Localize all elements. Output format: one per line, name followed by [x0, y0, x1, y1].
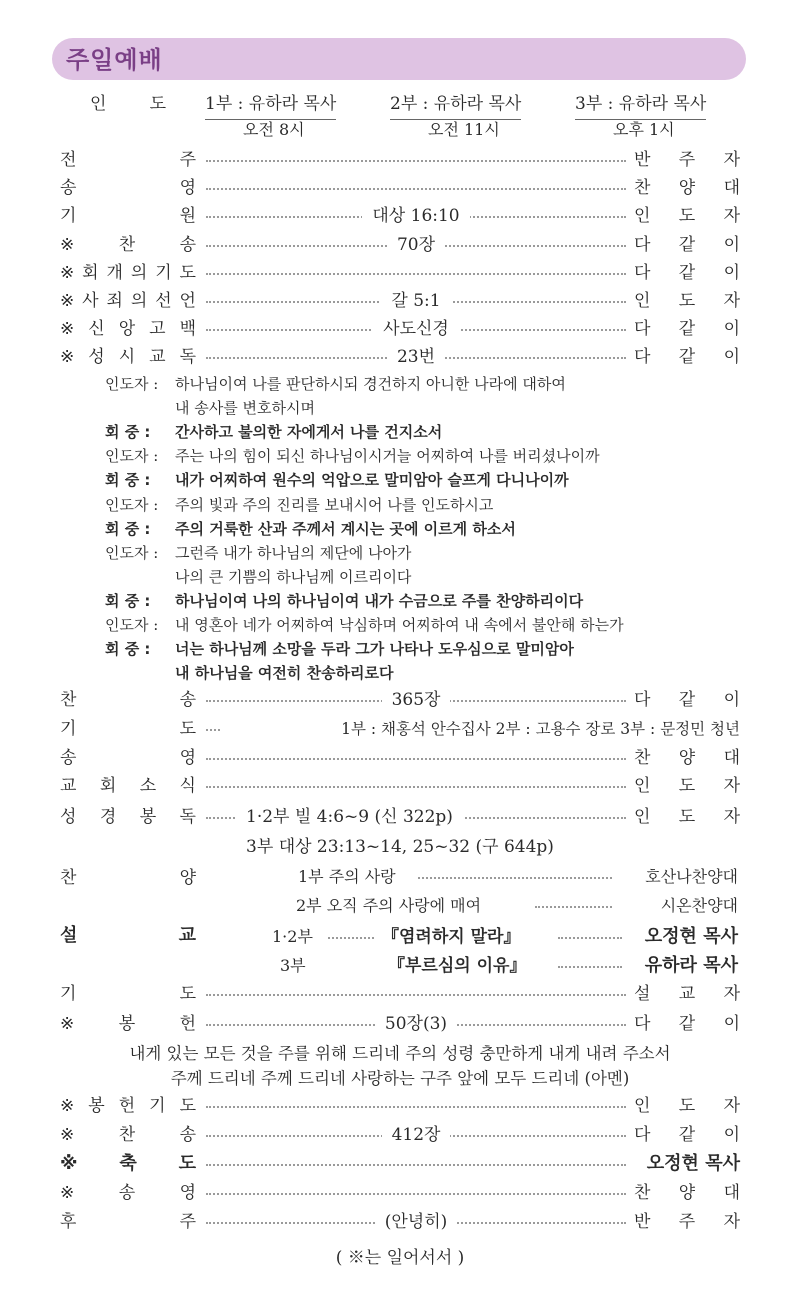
- order-label: ※ 찬 송: [60, 1125, 196, 1145]
- order-detail: [206, 231, 626, 259]
- order-label: ※ 성 시 교 독: [60, 347, 196, 368]
- reading-text-cont: 내 송사를 변호하시며: [175, 399, 315, 417]
- order-detail-text: 50장(3): [375, 1014, 457, 1034]
- service-part: 3부 : 유하라 목사: [575, 90, 706, 120]
- order-row: [60, 231, 740, 259]
- order-person: 찬 양 대: [634, 178, 740, 199]
- reading-line: [105, 372, 566, 417]
- order-person: 인 도 자: [634, 291, 740, 311]
- dotted-leader: [206, 273, 626, 275]
- service-time: 오전 8시: [243, 120, 305, 139]
- order-detail: [206, 1208, 626, 1236]
- order-row: [60, 803, 740, 831]
- reading-line: [105, 493, 493, 517]
- order-label: ※ 찬 송: [60, 234, 196, 255]
- order-row: [60, 343, 740, 371]
- order-label: ※ 봉 헌 기 도: [60, 1096, 196, 1116]
- order-row: [60, 1150, 740, 1178]
- order-detail-text: 사도신경: [373, 319, 459, 339]
- order-person: 인 도 자: [634, 776, 740, 796]
- dotted-leader: [328, 937, 374, 939]
- anthem-title: 2부 오직 주의 사랑에 매여: [296, 896, 482, 915]
- order-person: 반 주 자: [634, 150, 740, 170]
- order-detail: [206, 1121, 626, 1149]
- order-person: 인 도 자: [634, 206, 740, 227]
- reading-text: 주의 거룩한 산과 주께서 계시는 곳에 이르게 하소서: [175, 519, 516, 538]
- order-row: [60, 715, 740, 743]
- reading-text-cont: 내 하나님을 여전히 찬송하리로다: [175, 664, 394, 683]
- order-row: [60, 287, 740, 315]
- reading-text: 그런즉 내가 하나님의 제단에 나아가: [175, 544, 412, 562]
- reading-speaker: 회 중 :: [105, 471, 151, 490]
- order-detail-text: 365장: [382, 690, 451, 710]
- order-person: 찬 양 대: [634, 1183, 740, 1203]
- order-person: 설 교 자: [634, 984, 740, 1004]
- reading-speaker: 회 중 :: [105, 423, 151, 441]
- order-row: [60, 744, 740, 772]
- anthem-choir: 시온찬양대: [660, 896, 738, 915]
- reading-speaker: 인도자 :: [105, 495, 159, 514]
- order-person: 다 같 이: [634, 262, 740, 283]
- order-label: ※ 신 앙 고 백: [60, 319, 196, 340]
- reading-line: [105, 468, 569, 492]
- order-row: [60, 174, 740, 202]
- order-person: 찬 양 대: [634, 748, 740, 768]
- bible-reading-3: 3부 대상 23:13~14, 25~32 (구 644p): [246, 837, 554, 857]
- order-label: ※ 사 죄 의 선 언: [60, 291, 196, 311]
- reading-text-cont: 나의 큰 기쁨의 하나님께 이르리이다: [175, 568, 412, 586]
- order-label: 전 주: [60, 150, 196, 170]
- dotted-leader: [206, 188, 626, 190]
- reading-line: [105, 517, 516, 541]
- offering-lyrics: 내게 있는 모든 것을 주를 위해 드리네 주의 성령 충만하게 내게 내려 주소서: [129, 1044, 671, 1063]
- dotted-leader: [206, 758, 626, 760]
- order-detail-text: 412장: [382, 1125, 451, 1145]
- service-time: 오전 11시: [428, 120, 500, 139]
- order-detail: [206, 686, 626, 714]
- reading-text: 주는 나의 힘이 되신 하나님이시거늘 어찌하여 나를 버리셨나이까: [175, 447, 600, 466]
- order-detail-text: (안녕히): [375, 1212, 458, 1232]
- sermon-part: 3부: [280, 956, 306, 975]
- reading-line: [105, 637, 574, 683]
- order-detail: [206, 1010, 626, 1038]
- order-row: [60, 315, 740, 343]
- order-detail-text: 23번: [387, 347, 445, 367]
- reading-speaker: 인도자 :: [105, 447, 159, 466]
- order-person: 인 도 자: [634, 1096, 740, 1116]
- order-person: 다 같 이: [634, 234, 740, 255]
- reading-text: 내 영혼아 네가 어찌하여 낙심하며 어찌하여 내 속에서 불안해 하는가: [175, 616, 624, 635]
- sermon-part: 1·2부: [272, 927, 313, 946]
- anthem-title: 1부 주의 사랑: [298, 867, 396, 886]
- dotted-leader: [206, 994, 626, 996]
- order-label: 교 회 소 식: [60, 776, 196, 796]
- order-label: ※ 봉 헌: [60, 1014, 196, 1034]
- reading-speaker: 회 중 :: [105, 640, 151, 659]
- service-time: 오후 1시: [613, 120, 675, 139]
- offering-lyrics: 주께 드리네 주께 드리네 사랑하는 구주 앞에 모두 드리네 (아멘): [170, 1069, 630, 1088]
- service-part: 2부 : 유하라 목사: [390, 90, 521, 120]
- sermon-preacher: 유하라 목사: [644, 955, 738, 976]
- leader-label: 인 도: [90, 94, 166, 114]
- dotted-leader: [558, 966, 622, 968]
- reading-text: 하나님이여 나의 하나님이여 내가 수금으로 주를 찬양하리이다: [175, 592, 584, 610]
- dotted-leader: [535, 906, 612, 908]
- order-label: 찬 양: [60, 868, 196, 888]
- order-detail-text: 대상 16:10: [362, 206, 469, 226]
- order-row: [60, 1010, 740, 1038]
- order-detail-text: 1·2부 빌 4:6~9 (신 322p): [236, 807, 463, 827]
- reading-speaker: 인도자 :: [105, 375, 159, 393]
- dotted-leader: [558, 937, 622, 939]
- order-person: 다 같 이: [634, 319, 740, 340]
- order-label: 송 영: [60, 748, 196, 768]
- sermon-title: 『부르심의 이유』: [388, 956, 527, 976]
- dotted-leader: [206, 1106, 626, 1108]
- reading-text: 간사하고 불의한 자에게서 나를 건지소서: [175, 423, 443, 441]
- reading-speaker: 회 중 :: [105, 592, 151, 610]
- order-label: 설 교: [60, 925, 196, 946]
- order-label: 기 도: [60, 719, 196, 739]
- sermon-row: [0, 924, 800, 950]
- order-row: [60, 1121, 740, 1149]
- footnote: ( ※는 일어서서 ): [335, 1248, 465, 1268]
- dotted-leader: [206, 1193, 626, 1195]
- order-detail: [206, 287, 626, 315]
- order-person: 인 도 자: [634, 807, 740, 827]
- dotted-leader: [206, 160, 626, 162]
- reading-line: [105, 589, 583, 613]
- reading-line: [105, 613, 624, 637]
- order-row: [60, 202, 740, 230]
- order-label: 성 경 봉 독: [60, 807, 196, 827]
- order-label: ※ 축 도: [60, 1153, 196, 1174]
- reading-line: [105, 444, 600, 468]
- dotted-leader: [206, 729, 220, 731]
- order-label: 기 원: [60, 206, 196, 227]
- order-label: 후 주: [60, 1212, 196, 1232]
- order-person: 다 같 이: [634, 1125, 740, 1145]
- order-row: [60, 1092, 740, 1120]
- dotted-leader: [206, 786, 626, 788]
- page-title: 주일예배: [66, 46, 163, 74]
- order-person: 반 주 자: [634, 1212, 740, 1232]
- reading-text: 주의 빛과 주의 진리를 보내시어 나를 인도하시고: [175, 495, 494, 514]
- order-person: 오정현 목사: [646, 1153, 740, 1174]
- order-person: 다 같 이: [634, 1014, 740, 1034]
- order-label: 기 도: [60, 984, 196, 1004]
- order-detail-text: 갈 5:1: [381, 291, 450, 311]
- order-person: 다 같 이: [634, 347, 740, 368]
- order-row: [60, 686, 740, 714]
- reading-line: [105, 541, 412, 586]
- dotted-leader: [418, 877, 612, 879]
- order-row: [60, 146, 740, 174]
- reading-text: 너는 하나님께 소망을 두라 그가 나타나 도우심으로 말미암아: [175, 640, 574, 659]
- order-detail: [206, 315, 626, 343]
- order-row: [60, 259, 740, 287]
- sermon-preacher: 오정현 목사: [644, 926, 738, 947]
- reading-speaker: 인도자 :: [105, 616, 159, 635]
- anthem-choir: 호산나찬양대: [645, 867, 738, 886]
- reading-line: [105, 420, 442, 444]
- anthem-row: [0, 893, 800, 919]
- sermon-row: [0, 953, 800, 979]
- order-label: 송 영: [60, 178, 196, 199]
- order-label: ※ 회 개 의 기 도: [60, 262, 196, 283]
- order-row: [60, 1179, 740, 1207]
- reading-text: 내가 어찌하여 원수의 억압으로 말미암아 슬프게 다니나이까: [175, 471, 569, 490]
- reading-speaker: 회 중 :: [105, 519, 151, 538]
- order-detail: [206, 202, 626, 230]
- order-detail: [206, 343, 626, 371]
- reading-text: 하나님이여 나를 판단하시되 경건하지 아니한 나라에 대하여: [175, 375, 566, 393]
- order-detail-text: 70장: [387, 235, 445, 255]
- reading-speaker: 인도자 :: [105, 544, 159, 562]
- order-row: [60, 772, 740, 800]
- dotted-leader: [206, 1164, 626, 1166]
- order-detail: [236, 803, 626, 831]
- prayer-leaders: 1부 : 채홍석 안수집사 2부 : 고용수 장로 3부 : 문정민 청년: [341, 720, 740, 738]
- anthem-row: [0, 864, 800, 890]
- order-label: 찬 송: [60, 690, 196, 710]
- leader-row: [60, 90, 740, 139]
- order-label: ※ 송 영: [60, 1183, 196, 1203]
- order-row: [60, 1208, 740, 1236]
- order-person: 다 같 이: [634, 690, 740, 710]
- order-row: [60, 980, 740, 1008]
- sermon-title: 『염려하지 말라』: [382, 927, 521, 947]
- service-part: 1부 : 유하라 목사: [205, 90, 336, 120]
